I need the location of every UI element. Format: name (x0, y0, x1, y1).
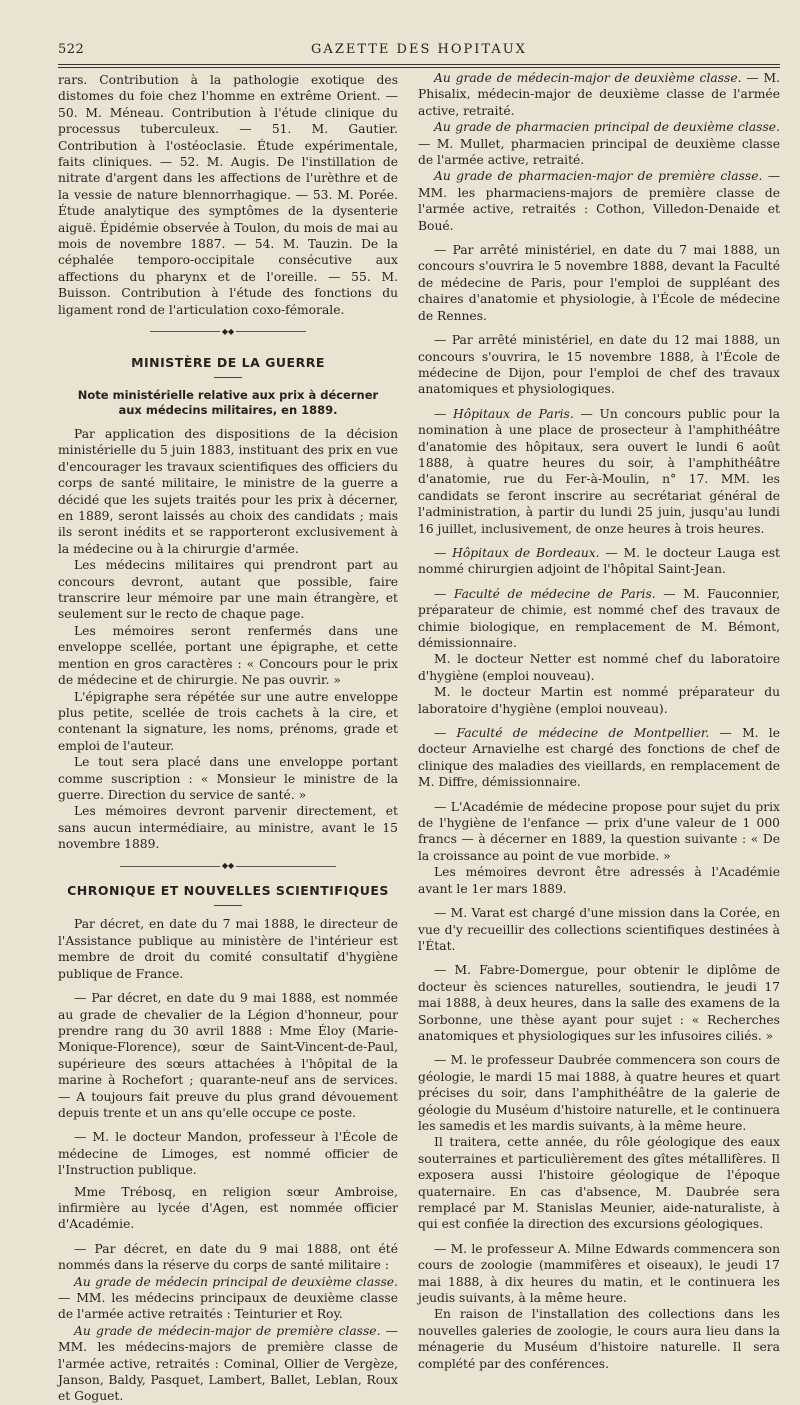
paragraph: M. le docteur Martin est nommé préparateur du laboratoire d'hygiène (emploi nouveau). (418, 685, 780, 716)
page-number: 522 (58, 42, 85, 57)
paragraph: — M. Fabre-Domergue, pour obtenir le diplôme de docteur ès sciences naturelles, soutiendra, le jeudi 17 mai 1888, à deux heures, dans la salle des examens de la Sorbonne, une thèse ayant pour sujet : « Recherches anatomiques et physiologiques sur les infusoires ciliés. » (418, 963, 780, 1043)
paragraph: — M. le docteur Mandon, professeur à l'École de médecine de Limoges, est nommé officier de l'Instruction publique. (58, 1130, 398, 1178)
paragraph-text: — MM. les médecins-majors de première classe de l'armée active, retraités : Cominal, Ollier de Vergèze, Janson, Baldy, Pasquet, Lambert, Ballet, Leblan, Roux et Goguet. (58, 1323, 398, 1404)
paragraph: — Par décret, en date du 9 mai 1888, ont été nommés dans la réserve du corps de santé militaire : (58, 1241, 398, 1273)
paragraph: Par décret, en date du 7 mai 1888, le directeur de l'Assistance publique au ministère de l'intérieur est membre de droit du comité consultatif d'hygiène publique de France. (58, 917, 398, 981)
paragraph-text: — MM. les pharmaciens-majors de première classe de l'armée active, retraités : Cothon, Villedon-Denaide et Boué. (418, 169, 780, 233)
paragraph: M. le docteur Netter est nommé chef du laboratoire d'hygiène (emploi nouveau). (418, 652, 780, 683)
section-title-chronique: CHRONIQUE ET NOUVELLES SCIENTIFIQUES (67, 883, 389, 899)
paragraph: Le tout sera placé dans une enveloppe portant comme suscription : « Monsieur le ministre de la guerre. Direction du service de santé. » (58, 755, 398, 802)
paragraph-text: — MM. les médecins principaux de deuxième classe de l'armée active retraités : Teinturier et Roy. (58, 1291, 398, 1322)
paragraph: — L'Académie de médecine propose pour sujet du prix de l'hygiène de l'enfance — prix d'une valeur de 1 000 francs — à décerner en 1889, la question suivante : « De la croissance au point de vue morbide. » (418, 799, 780, 863)
paragraph-text: — M. Phisalix, médecin-major de deuxième classe de l'armée active, retraité. (418, 71, 780, 118)
running-title: GAZETTE DES HOPITAUX (311, 42, 527, 57)
paragraph (418, 119, 780, 168)
short-rule (214, 905, 242, 906)
paragraph-text: — M. le docteur Lauga est nommé chirurgien adjoint de l'hôpital Saint-Jean. (418, 545, 780, 577)
paragraph: Il traitera, cette année, du rôle géologique des eaux souterraines et particulièrement des gîtes métallifères. Il exposera aussi l'histoire géologique de l'époque quaternaire. En cas d'absence, M. Daubrée sera remplacé par M. Stanislas Meunier, aide-naturaliste, à qui est confiée la direction des excursions géologiques. (418, 1135, 780, 1232)
header-rule (58, 64, 780, 68)
paragraph: Les mémoires devront être adressés à l'Académie avant le 1er mars 1889. (418, 865, 780, 896)
paragraph (418, 70, 780, 119)
italic-lead: Au grade de pharmacien-major de première classe. (434, 169, 763, 184)
dash: — (434, 726, 457, 741)
paragraph: Par application des dispositions de la décision ministérielle du 5 juin 1883, instituant des prix en vue d'encourager les travaux scientifiques des officiers du corps de santé militaire, le ministre de la guerre a décidé que les sujets traités pour les prix à décerner, en 1889, seront laissés au choix des candidats ; mais ils seront inédits et se rapporteront exclusivement à la médecine ou à la chirurgie d'armée. (58, 427, 398, 556)
italic-lead: Au grade de pharmacien principal de deuxième classe. (434, 120, 780, 135)
paragraph: En raison de l'installation des collections dans les nouvelles galeries de zoologie, le cours aura lieu dans la ménagerie du Muséum d'histoire naturelle. Il sera complété par des conférences. (418, 1307, 780, 1371)
italic-lead: Au grade de médecin-major de première classe. (74, 1323, 381, 1338)
paragraph (418, 586, 780, 652)
left-column (58, 72, 398, 1405)
italic-lead: Au grade de médecin-major de deuxième classe. (434, 71, 742, 85)
paragraph (418, 406, 780, 537)
paragraph: Les mémoires seront renfermés dans une enveloppe scellée, portant une épigraphe, et cette mention en gros caractères : « Concours pour le prix de médecine et de chirurgie. Ne pas ouvrir. » (58, 623, 398, 688)
paragraph (418, 725, 780, 791)
paragraph: L'épigraphe sera répétée sur une autre enveloppe plus petite, scellée de trois cachets à la cire, et contenant la signature, les noms, prénoms, grade et emploi de l'auteur. (58, 689, 398, 753)
paragraph-text: — M. Fauconnier, préparateur de chimie, est nommé chef des travaux de chimie biologique, en remplacement de M. Bémont, démissionnaire. (418, 586, 780, 650)
paragraph (58, 1274, 398, 1323)
paragraph (418, 168, 780, 234)
italic-lead: Hôpitaux de Bordeaux. (452, 545, 600, 560)
paragraph-text: — Un concours public pour la nomination à une place de prosecteur à l'amphithéâtre d'anatomie des hôpitaux, sera ouvert le lundi 6 août 1888, à quatre heures du soir, à l'amphithéâtre d'anatomie, rue du Fer-à-Moulin, n° 17. MM. les candidats se feront inscrire au secrétariat général de l'administration, à partir du lundi 25 juin, jusqu'au lundi 16 juillet, inclusivement, de onze heures à trois heures. (418, 406, 780, 536)
dash: — (434, 545, 453, 560)
italic-lead: Faculté de médecine de Montpellier. (456, 726, 710, 741)
italic-lead: Au grade de médecin principal de deuxième classe. (74, 1274, 398, 1289)
paragraph: — Par décret, en date du 9 mai 1888, est nommée au grade de chevalier de la Légion d'honneur, pour prendre rang du 30 avril 1888 : Mme Éloy (Marie-Monique-Florence), sœur de Saint-Vincent-de-Paul, supérieure des sœurs attachées à l'hôpital de la marine à Rochefort ; quarante-neuf ans de services. — A toujours fait preuve du plus grand dévouement depuis trente et un ans qu'elle occupe ce poste. (58, 991, 398, 1120)
separator: ◆◆ (58, 861, 398, 872)
italic-lead: Faculté de médecine de Paris. (453, 586, 656, 601)
paragraph: — M. le professeur Daubrée commencera son cours de géologie, le mardi 15 mai 1888, à quatre heures et quart précises du soir, dans l'amphithéâtre de la galerie de géologie du Muséum d'histoire naturelle, et le continuera les samedis et les mardis suivants, à la même heure. (418, 1053, 780, 1133)
paragraph-theses-list: rars. Contribution à la pathologie exotique des distomes du foie chez l'homme en extrême Orient. — 50. M. Méneau. Contribution à l'étude clinique du processus tuberculeux. — 51. M. Gautier. Contribution à l'ostéoclasie. Étude expérimentale, faits cliniques. — 52. M. Augis. De l'instillation de nitrate d'argent dans les affections de l'urèthre et de la vessie de nature blennorrhagique. — 53. M. Porée. Étude analytique des symptômes de la dysenterie aiguë. Épidémie observée à Toulon, du mois de mai au mois de novembre 1887. — 54. M. Tauzin. De la céphalée temporo-occipitale consécutive aux affections du pharynx et de l'oreille. — 55. M. Buisson. Contribution à l'étude des fonctions du ligament rond de l'articulation coxo-fémorale. (58, 73, 398, 317)
paragraph: Mme Trébosq, en religion sœur Ambroise, infirmière au lycée d'Agen, est nommée officier d'Académie. (58, 1184, 398, 1232)
paragraph: — Par arrêté ministériel, en date du 12 mai 1888, un concours s'ouvrira, le 15 novembre 1888, à l'École de médecine de Dijon, pour l'emploi de chef des travaux anatomiques et physiologiques. (418, 333, 780, 397)
dash: — (434, 586, 454, 601)
paragraph: Les mémoires devront parvenir directement, et sans aucun intermédiaire, au ministre, avant le 15 novembre 1889. (58, 804, 398, 852)
separator: ◆◆ (58, 326, 398, 337)
paragraph (58, 1323, 398, 1405)
section-title-ministere: MINISTÈRE DE LA GUERRE (131, 354, 325, 370)
paragraph: — M. le professeur A. Milne Edwards commencera son cours de zoologie (mammifères et oiseaux), le jeudi 17 mai 1888, à dix heures du matin, et le continuera les jeudis suivants, à la même heure. (418, 1241, 780, 1306)
subheading-note: Note ministérielle relative aux prix à décerner aux médecins militaires, en 1889. (77, 388, 379, 417)
italic-lead: Hôpitaux de Paris. (453, 406, 574, 421)
paragraph: Les médecins militaires qui prendront part au concours devront, autant que possible, faire transcrire leur mémoire par une main étrangère, et seulement sur le recto de chaque page. (58, 558, 398, 622)
page-header (58, 42, 780, 64)
paragraph (418, 545, 780, 578)
right-column (418, 70, 780, 1372)
short-rule (214, 377, 242, 378)
dash: — (434, 406, 454, 421)
paragraph: — M. Varat est chargé d'une mission dans la Corée, en vue d'y recueillir des collections scientifiques destinées à l'État. (418, 906, 780, 953)
paragraph-text: — M. Mullet, pharmacien principal de deuxième classe de l'armée active, retraité. (418, 136, 780, 168)
paragraph: — Par arrêté ministériel, en date du 7 mai 1888, un concours s'ouvrira le 5 novembre 1888, devant la Faculté de médecine de Paris, pour l'emploi de suppléant des chaires d'anatomie et physiologie, à l'École de médecine de Rennes. (418, 243, 780, 323)
paragraph-text: — M. le docteur Arnavielhe est chargé des fonctions de chef de clinique des maladies des vieillards, en remplacement de M. Diffre, démissionnaire. (418, 726, 780, 790)
